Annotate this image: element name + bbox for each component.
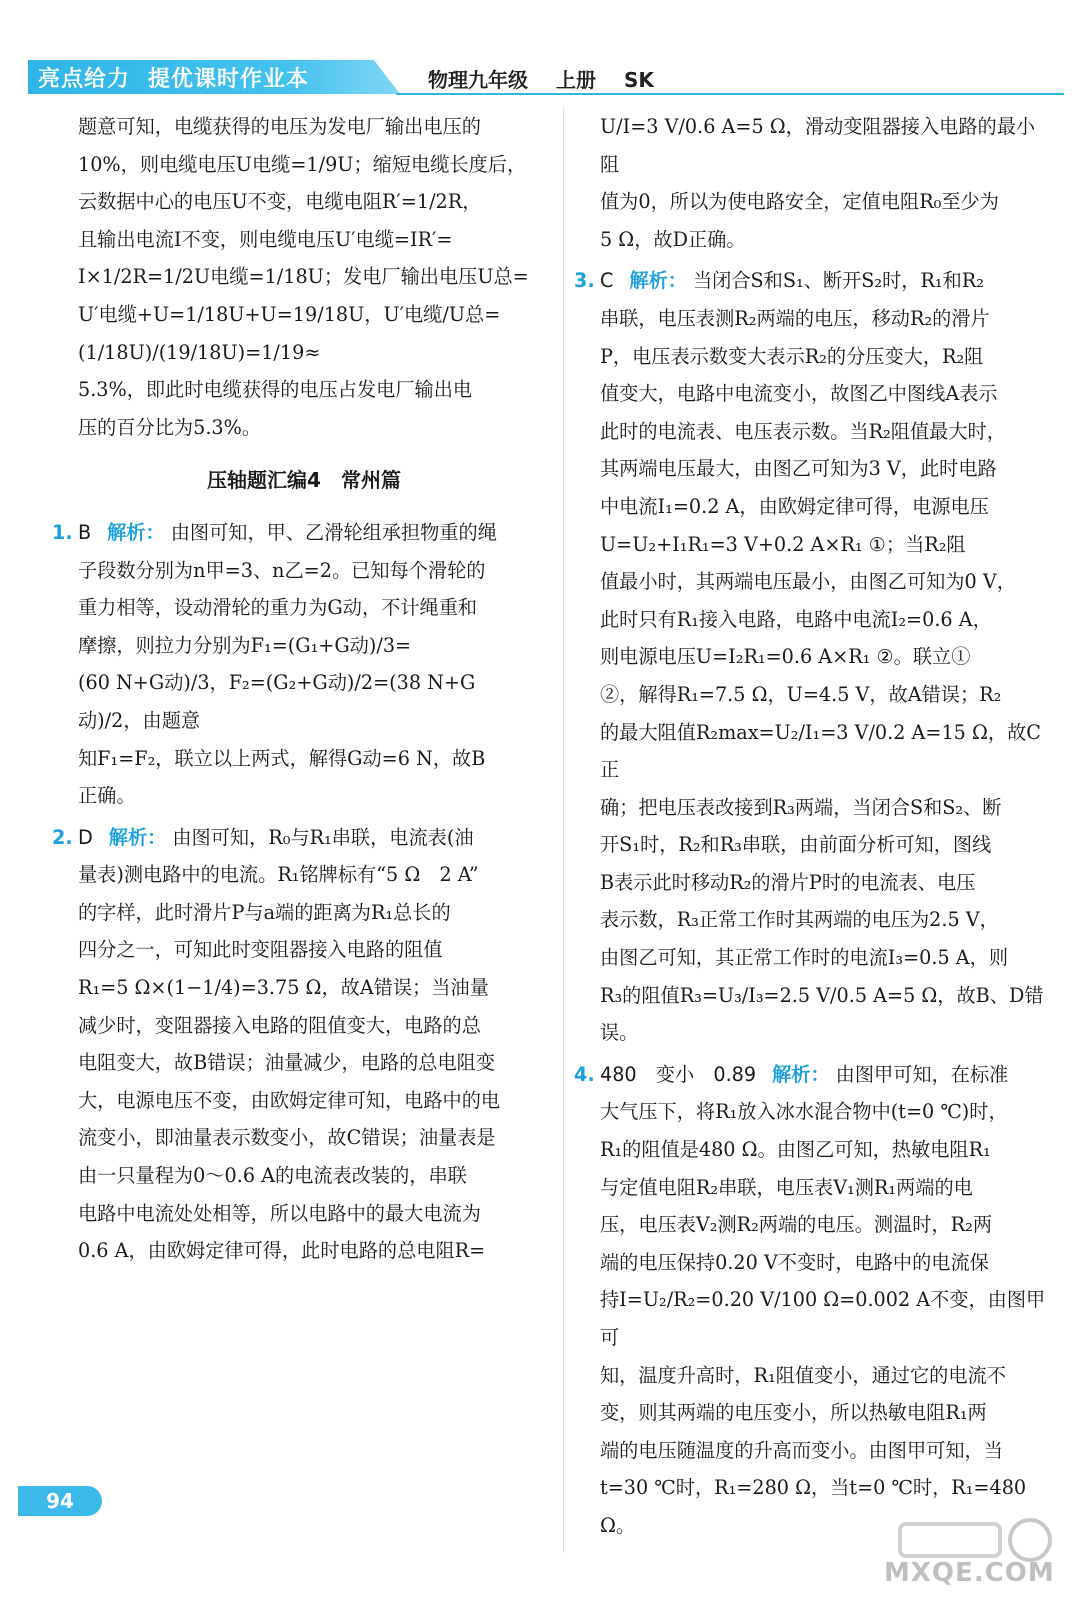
text-line: 题意可知，电缆获得的电压为发电厂输出电压的 <box>78 115 481 138</box>
text-line: 大气压下，将R₁放入冰水混合物中(t=0 ℃)时， <box>600 1100 1008 1124</box>
answer-item-2 <box>52 819 530 1270</box>
text-line: 开S₁时，R₂和R₃串联，由前面分析可知，图线 <box>600 833 992 857</box>
item-number: 2. <box>52 825 73 849</box>
text-line: 的最大阻值R₂max=U₂/I₁=3 V/0.2 A=15 Ω，故C正 <box>600 720 1041 782</box>
text-line: 则电源电压U=I₂R₁=0.6 A×R₁ ②。联立① <box>600 645 971 669</box>
text-line: 值为0，所以为使电路安全，定值电阻R₀至少为 <box>600 190 999 214</box>
text-line: 确；把电压表改接到R₃两端，当闭合S和S₂、断 <box>600 795 1002 819</box>
text-line <box>600 262 1050 300</box>
text-line: 大，电源电压不变，由欧姆定律可知，电路中的电 <box>78 1088 501 1112</box>
text-line: 压的百分比为5.3%。 <box>78 415 262 439</box>
text-line: (60 N+G动)/3，F₂=(G₂+G动)/2=(38 N+G动)/2，由题意 <box>78 671 476 732</box>
text-span: 由图可知，甲、乙滑轮组承担物重的绳 <box>170 520 497 544</box>
text-line: 量表)测电路中的电流。R₁铭牌标有“5 Ω 2 A” <box>78 863 479 887</box>
answer-choice: D <box>78 825 93 849</box>
text-line: R₃的阻值R₃=U₃/I₃=2.5 V/0.5 A=5 Ω，故B、D错误。 <box>600 983 1044 1045</box>
text-line: 0.6 A，由欧姆定律可得，此时电路的总电阻R= <box>78 1239 486 1263</box>
watermark-text: MXQE.COM <box>884 1558 1055 1588</box>
text-line: 四分之一，可知此时变阻器接入电路的阻值 <box>78 938 443 962</box>
text-line: 电阻变大，故B错误；油量减少，电路的总电阻变 <box>78 1051 496 1075</box>
text-line: 流变小，即油量表示数变小，故C错误；油量表是 <box>78 1126 496 1150</box>
text-line: 变，则其两端的电压变小，所以热敏电阻R₁两 <box>600 1401 987 1425</box>
text-line: 重力相等，设动滑轮的重力为G动，不计绳重和 <box>78 596 478 620</box>
answer-choice: B <box>78 520 92 544</box>
page-header <box>0 56 1077 98</box>
section-title: 压轴题汇编4 常州篇 <box>207 468 401 493</box>
subject-label: 物理九年级 <box>428 68 528 92</box>
text-line: 减少时，变阻器接入电路的阻值变大，电路的总 <box>78 1013 481 1037</box>
answer-choice: C <box>600 269 614 293</box>
text-line: 此时的电流表、电压表示数。当R₂阻值最大时， <box>600 419 1006 443</box>
text-line: R₁的阻值是480 Ω。由图乙可知，热敏电阻R₁ <box>600 1138 991 1162</box>
text-line: 云数据中心的电压U不变，电缆电阻R′=1/2R， <box>78 190 482 214</box>
text-line: U/I=3 V/0.6 A=5 Ω，滑动变阻器接入电路的最小阻 <box>600 115 1036 176</box>
text-line: R₁=5 Ω×(1−1/4)=3.75 Ω，故A错误；当油量 <box>78 976 489 1000</box>
text-line: I×1/2R=1/2U电缆=1/18U；发电厂输出电压U总= <box>78 265 529 289</box>
text-line: 由图乙可知，其正常工作时的电流I₃=0.5 A，则 <box>600 946 1009 970</box>
text-line: U′电缆+U=1/18U+U=19/18U，U′电缆/U总=(1/18U)/(19/18U)=1/19≈ <box>78 302 501 364</box>
analysis-tag: 解析： <box>629 269 687 293</box>
text-span: 由图甲可知，在标准 <box>835 1062 1009 1086</box>
analysis-tag: 解析： <box>108 825 167 849</box>
text-line: 表示数，R₃正常工作时其两端的电压为2.5 V， <box>600 908 999 932</box>
text-line: U=U₂+I₁R₁=3 V+0.2 A×R₁ ①；当R₂阻 <box>600 532 966 556</box>
answer-item-4 <box>574 1056 1050 1545</box>
text-line: 端的电压保持0.20 V不变时，电路中的电流保 <box>600 1250 989 1274</box>
text-line: 知F₁=F₂，联立以上两式，解得G动=6 N，故B <box>78 746 486 770</box>
text-line: 中电流I₁=0.2 A，由欧姆定律可得，电源电压 <box>600 494 989 518</box>
course-info <box>428 64 682 93</box>
text-line: 知，温度升高时，R₁阻值变小，通过它的电流不 <box>600 1363 1006 1387</box>
item-number: 4. <box>574 1062 595 1086</box>
text-line: 端的电压随温度的升高而变小。由图甲可知，当 <box>600 1438 1003 1462</box>
answer-item-1 <box>52 514 530 815</box>
text-line <box>600 1056 1050 1094</box>
text-span: 由图可知，R₀与R₁串联，电流表(油 <box>172 825 474 849</box>
text-line <box>78 514 530 552</box>
text-line: 5.3%，即此时电缆获得的电压占发电厂输出电 <box>78 378 473 402</box>
series-name: 亮点给力 <box>38 67 131 92</box>
text-line: 5 Ω，故D正确。 <box>600 227 746 251</box>
book-title <box>38 62 309 93</box>
text-line: 压，电压表V₂测R₂两端的电压。测温时，R₂两 <box>600 1213 993 1237</box>
text-line: 且输出电流I不变，则电缆电压U′电缆=IR′= <box>78 227 453 251</box>
right-column <box>574 108 1050 1545</box>
header-rule <box>396 93 1064 95</box>
column-divider <box>563 108 564 1553</box>
text-line: 值变大，电路中电流变小，故图乙中图线A表示 <box>600 382 998 406</box>
text-line: 10%，则电缆电压U电缆=1/9U；缩短电缆长度后， <box>78 152 527 176</box>
text-span: 当闭合S和S₁、断开S₂时，R₁和R₂ <box>692 269 984 293</box>
text-line: P，电压表示数变大表示R₂的分压变大，R₂阻 <box>600 344 984 368</box>
edition-label: SK <box>624 68 654 92</box>
text-line: 与定值电阻R₂串联，电压表V₁测R₁两端的电 <box>600 1175 973 1199</box>
text-line <box>78 819 530 857</box>
text-line: B表示此时移动R₂的滑片P时的电流表、电压 <box>600 870 976 894</box>
answer-item-3 <box>574 262 1050 1051</box>
text-line: 串联，电压表测R₂两端的电压，移动R₂的滑片 <box>600 306 990 330</box>
text-line: 由一只量程为0～0.6 A的电流表改装的，串联 <box>78 1164 467 1188</box>
text-line: t=30 ℃时，R₁=280 Ω，当t=0 ℃时，R₁=480 Ω。 <box>600 1476 1027 1537</box>
text-line: 其两端电压最大，由图乙可知为3 V，此时电路 <box>600 457 997 481</box>
text-line: 摩擦，则拉力分别为F₁=(G₁+G动)/3= <box>78 633 412 657</box>
text-line: 电路中电流处处相等，所以电路中的最大电流为 <box>78 1201 481 1225</box>
answer-choice: 480 变小 0.89 <box>600 1062 757 1086</box>
volume-label: 上册 <box>556 68 596 92</box>
text-line: 持I=U₂/R₂=0.20 V/100 Ω=0.002 A不变，由图甲可 <box>600 1288 1046 1349</box>
text-line: 值最小时，其两端电压最小，由图乙可知为0 V， <box>600 570 1016 594</box>
item-number: 1. <box>52 520 73 544</box>
text-line: 此时只有R₁接入电路，电路中电流I₂=0.6 A， <box>600 607 992 631</box>
page-number: 94 <box>18 1486 102 1516</box>
text-line: 正确。 <box>78 784 136 808</box>
left-column <box>52 108 530 1270</box>
text-line: 子段数分别为n甲=3、n乙=2。已知每个滑轮的 <box>78 558 486 582</box>
text-line: ②，解得R₁=7.5 Ω，U=4.5 V，故A错误；R₂ <box>600 682 1002 706</box>
item-number: 3. <box>574 269 595 293</box>
book-subtitle: 提优课时作业本 <box>148 67 310 92</box>
analysis-tag: 解析： <box>772 1062 830 1086</box>
analysis-tag: 解析： <box>107 520 165 544</box>
text-line: 的字样，此时滑片P与a端的距离为R₁总长的 <box>78 900 451 924</box>
